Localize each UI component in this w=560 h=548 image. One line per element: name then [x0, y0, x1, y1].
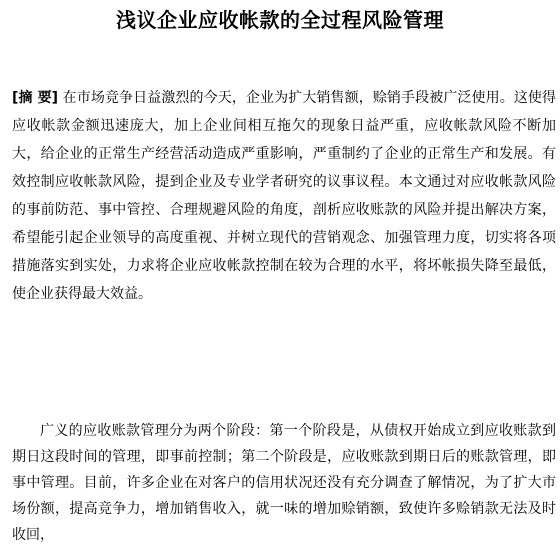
body-paragraph: 广义的应收账款管理分为两个阶段：第一个阶段是，从债权开始成立到应收账款到期日这段时间的管理，即事前控制；第二个阶段是，应收账款到期日后的账款管理，即事中管理。目前，许多企业在对客户的信用状况还没有充分调查了解情况，为了扩大市场份额，提高竞争力，增加销售收入，就一味的增加赊销额，致使许多赊销款无法及时收回，	[12, 423, 556, 543]
abstract	[12, 84, 556, 308]
abstract-label: [摘 要]	[12, 90, 59, 106]
document-title: 浅议企业应收帐款的全过程风险管理	[116, 8, 444, 32]
abstract-text: 在市场竞争日益激烈的今天，企业为扩大销售额，赊销手段被广泛使用。这使得应收帐款金额迅速庞大，加上企业间相互拖欠的现象日益严重，应收帐款风险不断加大，给企业的正常生产经营活动造成严重影响，严重制约了企业的正常生产和发展。有效控制应收帐款风险，提到企业及专业学者研究的议事议程。本文通过对应收帐款风险的事前防范、事中管控、合理规避风险的角度，剖析应收账款的风险并提出解决方案，希望能引起企业领导的高度重视、并树立现代的营销观念、加强管理力度，切实将各项措施落实到实处，力求将企业应收帐款控制在较为合理的水平，将坏帐损失降至最低，使企业获得最大效益。	[12, 90, 557, 302]
